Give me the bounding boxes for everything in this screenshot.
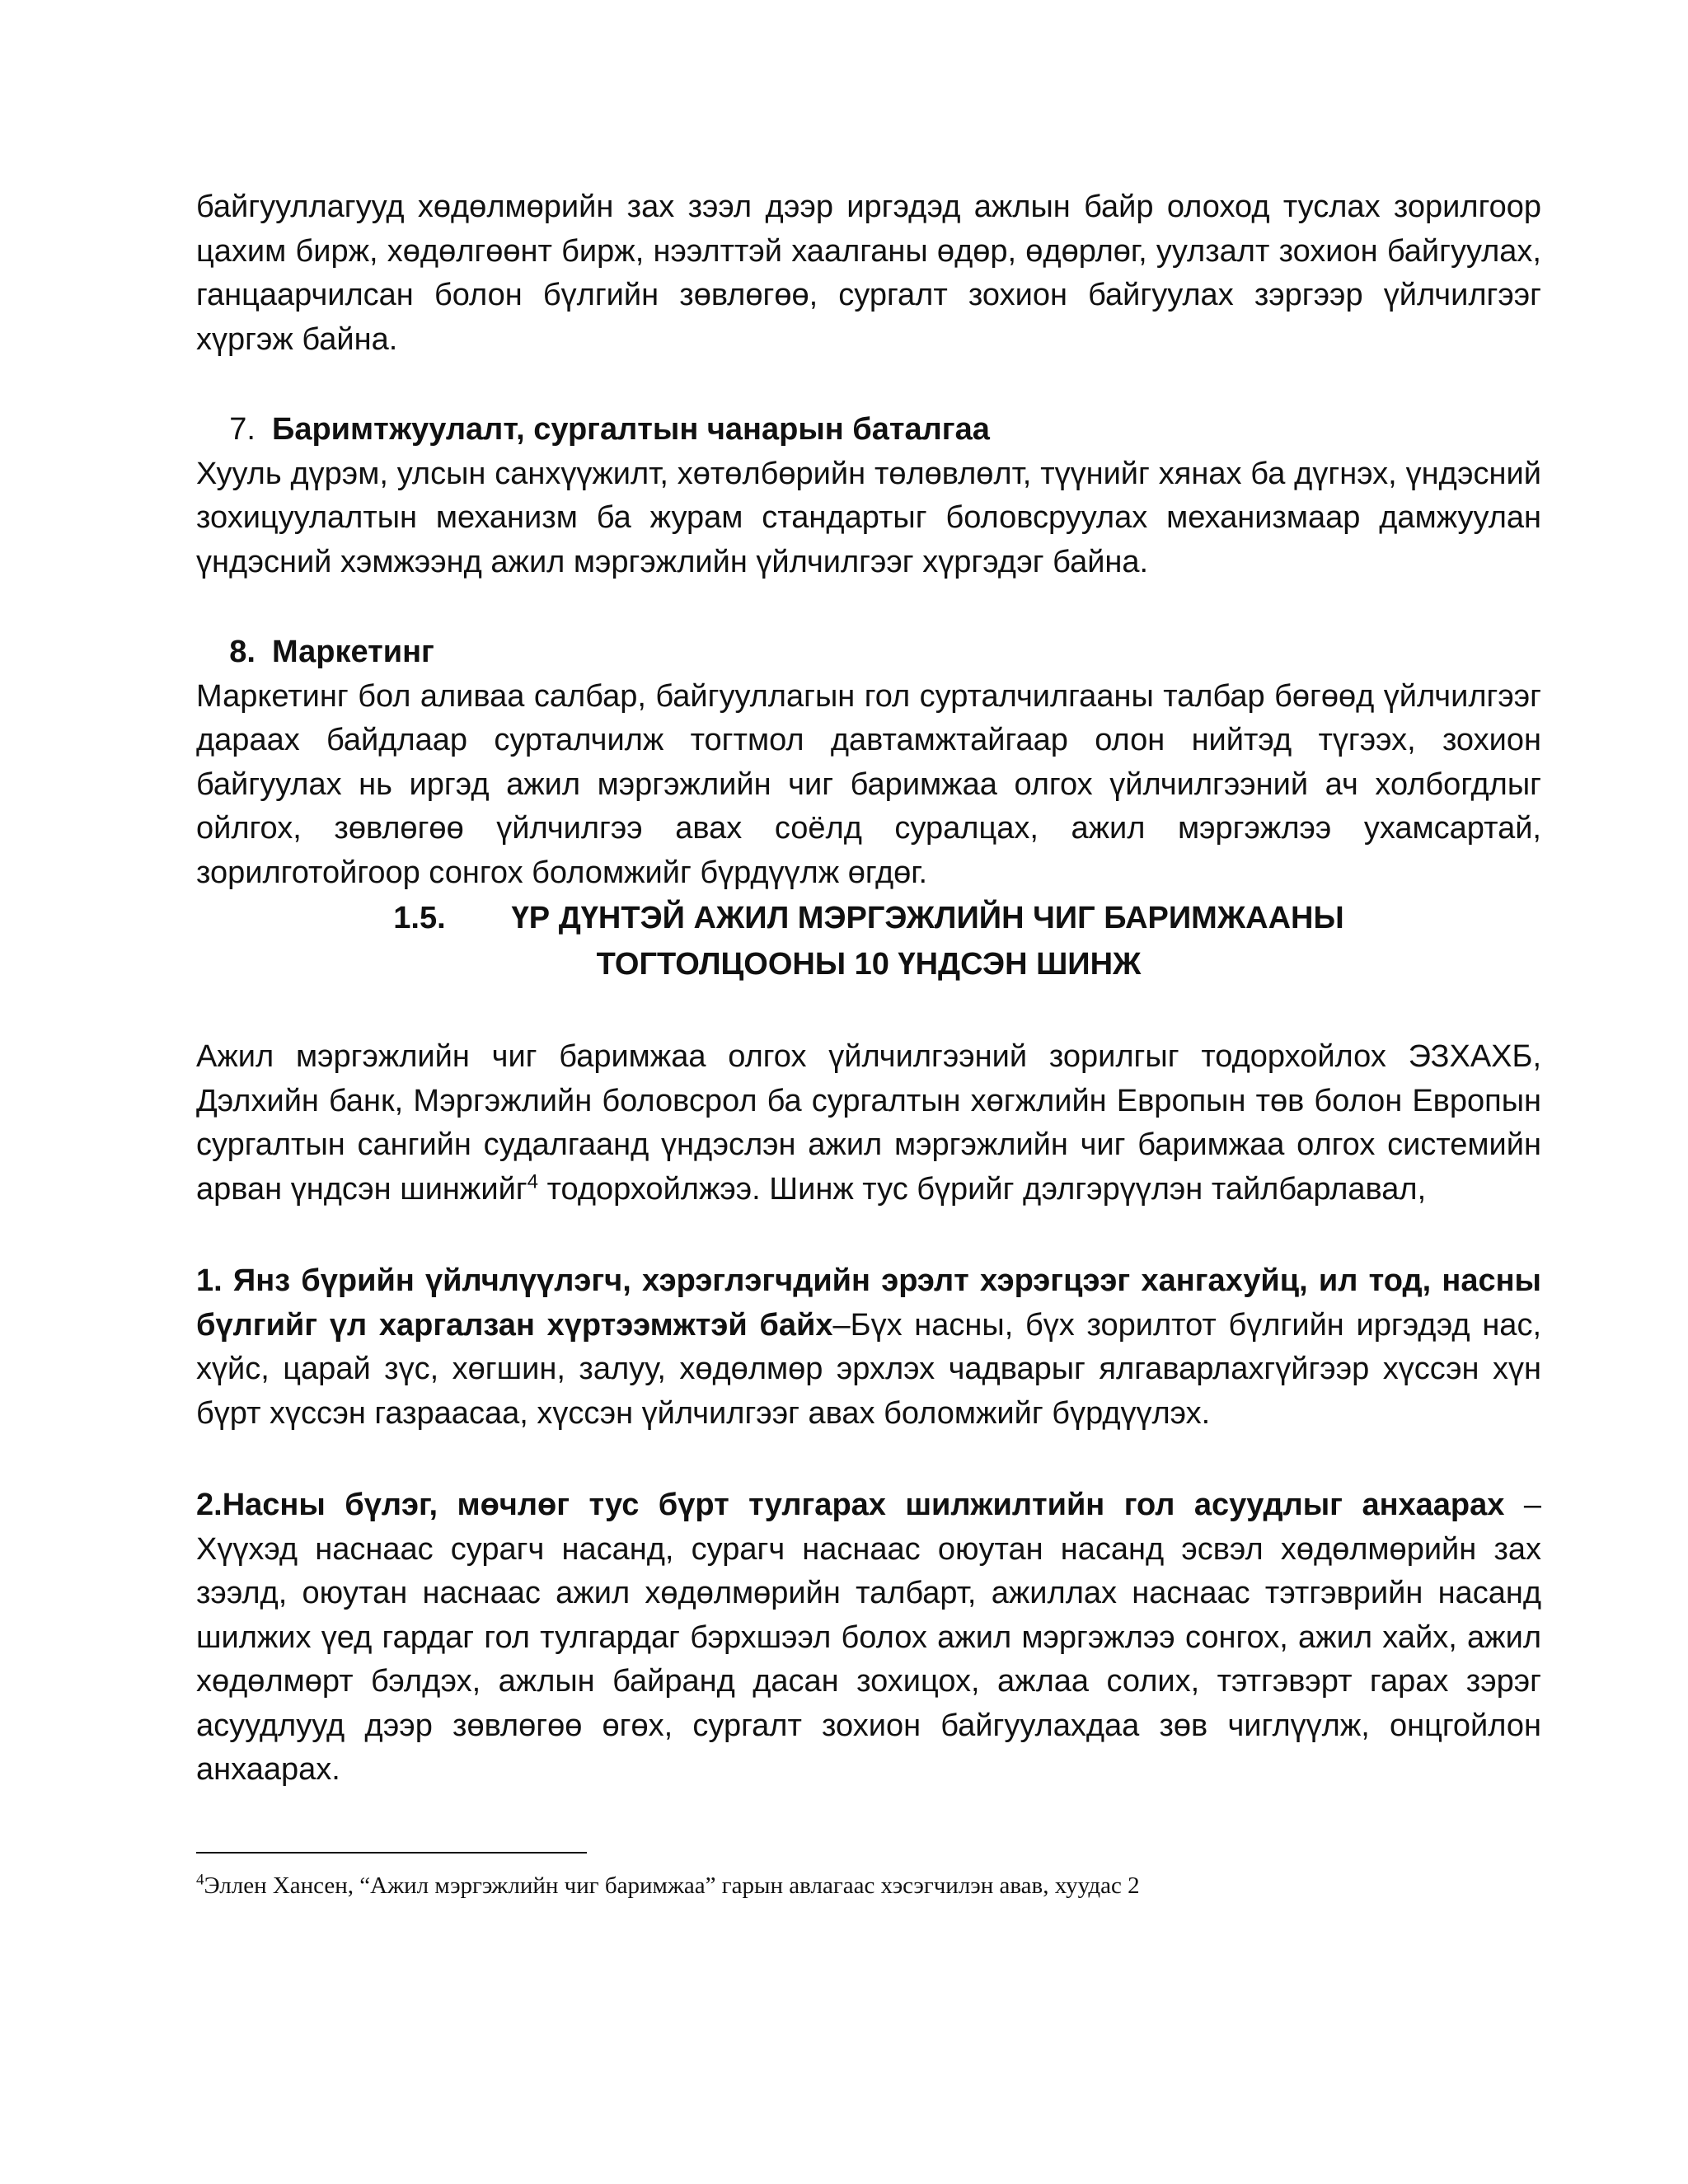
section-intro-paragraph	[196, 1035, 1541, 1212]
section-title-line2: ТОГТОЛЦООНЫ 10 ҮНДСЭН ШИНЖ	[596, 947, 1142, 982]
item-8-text: Маркетинг бол аливаа салбар, байгууллагын гол сурталчилгааны талбар бөгөөд үйлчилгээг дараах байдлаар сурталчилж тогтмол давтамжтайгаар олон нийтэд түгээх, зохион байгуулах нь иргэд ажил мэргэжлийн чиг баримжаа олгох үйлчилгээний ач холбогдлыг ойлгох, зөвлөгөө үйлчилгээ авах соёлд суралцах, ажил мэргэжлээ ухамсартай, зорилготойгоор сонгох боломжийг бүрдүүлж өгдөг.	[196, 678, 1541, 890]
point-1-paragraph	[196, 1259, 1541, 1436]
section-heading	[196, 895, 1541, 941]
item-7-text: Хууль дүрэм, улсын санхүүжилт, хөтөлбөрийн төлөвлөлт, түүнийг хянах ба дүгнэх, үндэсний зохицуулалтын механизм ба журам стандартыг боловсруулах механизмаар дамжуулан үндэсний хэмжээнд ажил мэргэжлийн үйлчилгээг хүргэдэг байна.	[196, 456, 1541, 579]
footnote-reference: 4	[527, 1169, 539, 1193]
point-2-text: – Хүүхэд наснаас сурагч насанд, сурагч наснаас оюутан насанд эсвэл хөдөлмөрийн зах зээлд, оюутан наснаас ажил хөдөлмөрийн талбарт, ажиллах наснаас тэтгэврийн насанд шилжих үед гардаг гол тулгардаг бэрхшээл болох ажил мэргэжлээ сонгох, ажил хайх, ажил хөдөлмөрт бэлдэх, ажлын байранд дасан зохицох, ажлаа солих, тэтгэвэрт гарах зэрэг асуудлууд дээр зөвлөгөө өгөх, сургалт зохион байгуулахдаа зөв чиглүүлж, онцгойлон анхаарах.	[196, 1488, 1541, 1787]
section-intro-text-cont: тодорхойлжээ. Шинж тус бүрийг дэлгэрүүлэн тайлбарлавал,	[538, 1171, 1427, 1207]
footnote-number: 4	[196, 1871, 204, 1889]
intro-paragraph: байгууллагууд хөдөлмөрийн зах зээл дээр иргэдэд ажлын байр олоход туслах зорилгоор цахим бирж, хөдөлгөөнт бирж, нээлттэй хаалганы өдөр, өдөрлөг, уулзалт зохион байгуулах, ганцаарчилсан болон бүлгийн зөвлөгөө, сургалт зохион байгуулах зэргээр үйлчилгээг хүргэж байна.	[196, 190, 1541, 357]
item-8-heading	[196, 630, 1541, 675]
section-intro-text: Ажил мэргэжлийн чиг баримжаа олгох үйлчилгээний зорилгыг тодорхойлох ЭЗХАХБ, Дэлхийн банк, Мэргэжлийн боловсрол ба сургалтын хөгжлийн Европын төв болон Европын сургалтын сангийн судалгаанд үндэслэн ажил мэргэжлийн чиг баримжаа олгох системийн арван үндсэн шинжийг	[196, 1039, 1541, 1207]
point-2-heading: 2.Насны бүлэг, мөчлөг тус бүрт тулгарах шилжилтийн гол асуудлыг анхаарах	[196, 1488, 1505, 1522]
item-7-heading	[196, 408, 1541, 452]
point-1-text: –Бүх насны, бүх зорилтот бүлгийн иргэдэд нас, хүйс, царай зүс, хөгшин, залуу, хөдөлмөр эрхлэх чадварыг ялгаварлахгүйгээр хүссэн хүн бүрт хүссэн газраасаа, хүссэн үйлчилгээг авах боломжийг бүрдүүлэх.	[196, 1307, 1541, 1431]
footnote-text: Эллен Хансен, “Ажил мэргэжлийн чиг баримжаа” гарын авлагаас хэсэгчилэн авав, хуудас 2	[204, 1872, 1140, 1899]
document-body	[196, 185, 1541, 1793]
item-8-title: Маркетинг	[272, 635, 434, 669]
point-2-paragraph	[196, 1483, 1541, 1793]
item-7-number: 7.	[229, 412, 256, 447]
footnote-separator	[196, 1852, 587, 1854]
point-1-heading: 1. Янз бүрийн үйлчлүүлэгч, хэрэглэгчдийн эрэлт хэрэгцээг хангахуйц, ил тод, насны бүлгийг үл харгалзан хүртээмжтэй байх	[196, 1263, 1541, 1343]
footnote	[196, 1869, 1541, 1902]
section-title-line1: ҮР ДҮНТЭЙ АЖИЛ МЭРГЭЖЛИЙН ЧИГ БАРИМЖААНЫ	[511, 901, 1344, 935]
item-7-title: Баримтжуулалт, сургалтын чанарын баталгаа	[272, 412, 990, 447]
section-number: 1.5.	[393, 901, 446, 935]
item-8-number: 8.	[229, 635, 256, 669]
